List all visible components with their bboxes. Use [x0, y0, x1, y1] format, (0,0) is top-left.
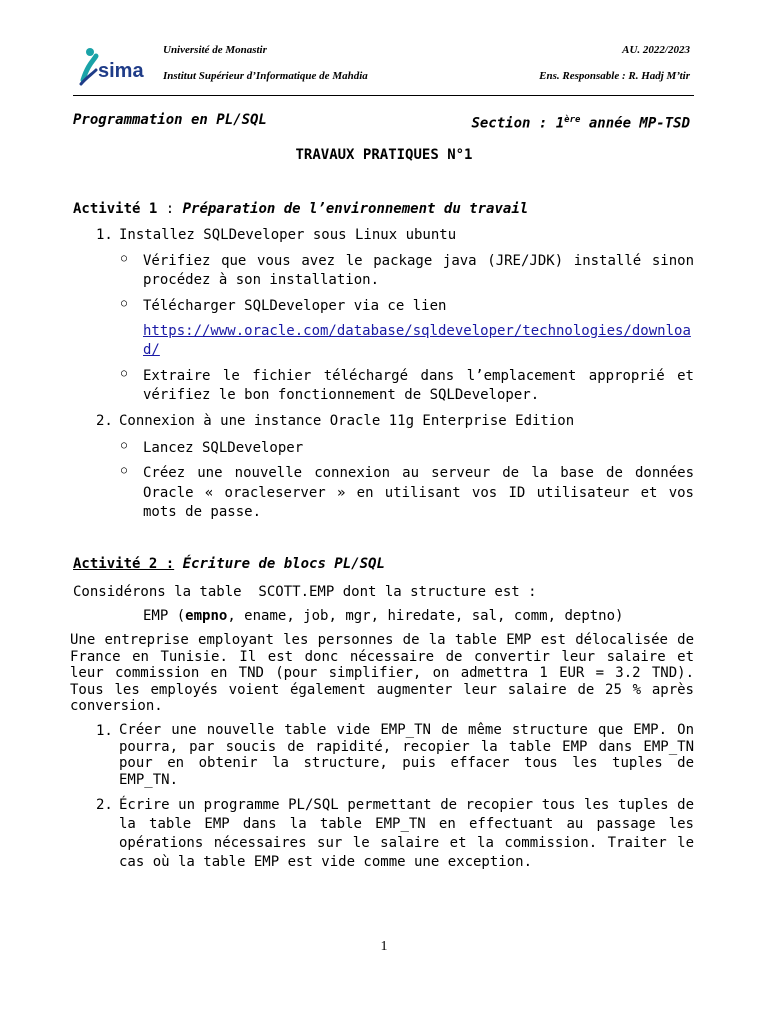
- activity2-paragraph: Une entreprise employant les personnes de la table EMP est délocalisée de France en Tunisie. Il est donc nécessaire de convertir leur salaire et leur commission en TND (pour simplifier, on admettra 1 EUR = 3.2 TND). Tous les employés voient également augmenter leur salaire de 25 % après conversion.: [70, 632, 694, 714]
- activity1-item1-text: Installez SQLDeveloper sous Linux ubuntu: [119, 227, 457, 243]
- header-divider: [73, 95, 694, 96]
- activity1-item1-sub1: Vérifiez que vous avez le package java (JRE/JDK) installé sinon procédez à son installation.: [143, 253, 694, 288]
- activity2-item2-text: Écrire un programme PL/SQL permettant de recopier tous les tuples de la table EMP dans la table EMP_TN en effectuant au passage les opérations nécessaires sur le salaire et la commission. Traiter le cas où la table EMP est vide comme une exception.: [119, 797, 694, 870]
- activity1-item2-number: 2.: [96, 413, 113, 429]
- page-title: TRAVAUX PRATIQUES N°1: [295, 147, 473, 163]
- bullet-icon: ○: [121, 368, 128, 379]
- activity1-item2-sub2: Créez une nouvelle connexion au serveur de la base de données Oracle « oracleserver » en utilisant vos ID utilisateur et vos mots de passe.: [143, 465, 694, 520]
- academic-year: AU. 2022/2023: [622, 44, 690, 56]
- page-number: 1: [380, 939, 388, 954]
- activity2-heading: Activité 2 : Écriture de blocs PL/SQL: [73, 556, 385, 572]
- download-link-wrapper: [143, 322, 694, 360]
- bullet-icon: ○: [121, 465, 128, 476]
- institute-name: Institut Supérieur d’Informatique de Mahdia: [163, 70, 368, 82]
- activity1-heading: Activité 1 : Préparation de l’environnement du travail: [73, 201, 529, 217]
- activity2-intro: Considérons la table SCOTT.EMP dont la structure est :: [73, 584, 537, 600]
- bullet-icon: ○: [121, 440, 128, 451]
- university-name: Université de Monastir: [163, 44, 267, 56]
- sqldeveloper-download-link[interactable]: https://www.oracle.com/database/sqldeveloper/technologies/download/: [143, 323, 691, 358]
- svg-text:sima: sima: [98, 60, 144, 82]
- activity2-item1-number: 1.: [96, 723, 113, 739]
- course-title: Programmation en PL/SQL: [73, 112, 267, 128]
- responsible-teacher: Ens. Responsable : R. Hadj M’tir: [539, 70, 690, 82]
- activity1-item1-number: 1.: [96, 227, 113, 243]
- emp-schema: EMP (empno, ename, job, mgr, hiredate, sal, comm, deptno): [143, 608, 624, 624]
- activity1-item1-sub2: Télécharger SQLDeveloper via ce lien: [143, 298, 447, 314]
- course-section: Section : 1ère année MP-TSD: [471, 115, 690, 132]
- activity1-item1-sub3: Extraire le fichier téléchargé dans l’emplacement approprié et vérifiez le bon fonctionnement de SQLDeveloper.: [143, 368, 694, 403]
- bullet-icon: ○: [121, 298, 128, 309]
- activity2-item1-text: Créer une nouvelle table vide EMP_TN de même structure que EMP. On pourra, par soucis de rapidité, recopier la table EMP dans EMP_TN pour en obtenir la structure, puis effacer tous les tuples de EMP_TN.: [119, 722, 694, 788]
- activity1-item2-sub1: Lancez SQLDeveloper: [143, 440, 304, 456]
- activity1-item2-text: Connexion à une instance Oracle 11g Enterprise Edition: [119, 413, 575, 429]
- activity2-item2-number: 2.: [96, 797, 113, 813]
- bullet-icon: ○: [121, 253, 128, 264]
- isima-logo-mark: [78, 44, 146, 88]
- isima-logo: [78, 44, 146, 88]
